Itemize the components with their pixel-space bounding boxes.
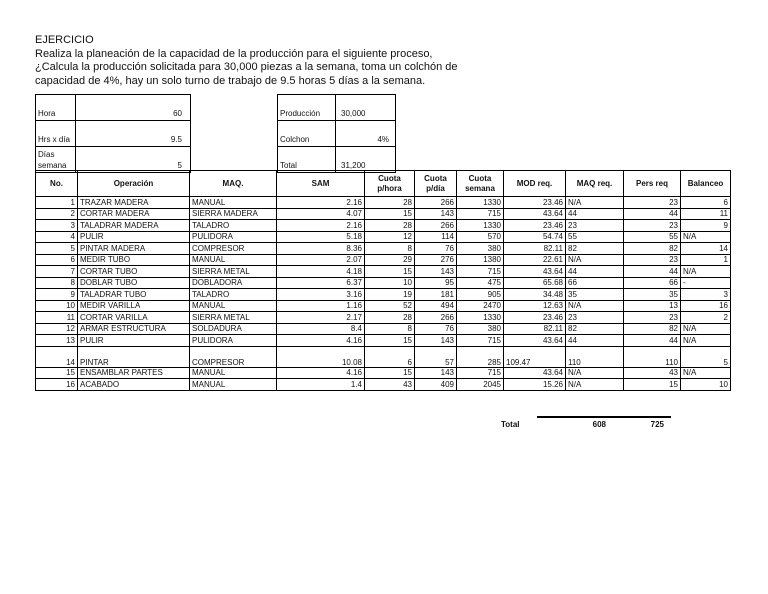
row-no-cell: 10 [36,300,78,312]
row-no-cell: 15 [36,367,78,379]
header-row [36,171,731,197]
machine-cell: MANUAL [190,367,277,379]
maq-req-cell: N/A [566,197,624,209]
exercise-text-line-2: ¿Calcula la producción solicitada para 30,000 piezas a la semana, toma un colchón de [35,61,458,73]
mod-req-cell: 23.46 [504,197,566,209]
cuota-semana-cell: 1330 [457,197,504,209]
col-header: Balanceo [681,171,731,197]
total-label: Total [501,420,520,429]
table-row [36,254,731,266]
table-row [36,231,731,243]
total-underline [537,416,671,418]
col-header: MOD req. [504,171,566,197]
total-mod: 608 [592,420,606,429]
col-header: MAQ. [190,171,277,197]
machine-cell: SIERRA METAL [190,266,277,278]
param-label: Días semana [36,147,76,173]
sam-cell: 5.18 [277,231,365,243]
pers-req-cell: 44 [624,335,681,347]
mod-req-cell: 43.64 [504,335,566,347]
cuota-semana-cell: 570 [457,231,504,243]
cuota-semana-cell: 715 [457,367,504,379]
cuota-semana-cell: 1330 [457,312,504,324]
param-row [278,121,396,147]
table-row [36,335,731,347]
mod-req-cell: 34.48 [504,289,566,301]
param-value: 9.5 [76,121,191,147]
cuota-semana-cell: 715 [457,266,504,278]
cuota-dia-cell: 143 [415,208,457,220]
sam-cell: 10.08 [277,346,365,367]
col-header: Cuota p/hora [365,171,415,197]
machine-cell: TALADRO [190,289,277,301]
balanceo-cell: 11 [681,208,731,220]
maq-req-cell: 23 [566,220,624,232]
sam-cell: 2.17 [277,312,365,324]
param-label: Colchon [278,121,336,147]
cuota-hora-cell: 12 [365,231,415,243]
pers-req-cell: 44 [624,266,681,278]
cuota-hora-cell: 28 [365,312,415,324]
row-no-cell: 5 [36,243,78,255]
mod-req-cell: 82.11 [504,243,566,255]
cuota-dia-cell: 409 [415,379,457,391]
sam-cell: 1.16 [277,300,365,312]
pers-req-cell: 15 [624,379,681,391]
cuota-semana-cell: 715 [457,208,504,220]
mod-req-cell: 15.26 [504,379,566,391]
pers-req-cell: 110 [624,346,681,367]
cuota-dia-cell: 76 [415,323,457,335]
operation-cell: PINTAR MADERA [78,243,190,255]
row-no-cell: 12 [36,323,78,335]
cuota-semana-cell: 380 [457,243,504,255]
maq-req-cell: 82 [566,323,624,335]
cuota-hora-cell: 19 [365,289,415,301]
row-no-cell: 6 [36,254,78,266]
cuota-hora-cell: 52 [365,300,415,312]
table-row [36,346,731,367]
operation-cell: TRAZAR MADERA [78,197,190,209]
balanceo-cell: N/A [681,231,731,243]
maq-req-cell: 23 [566,312,624,324]
cuota-semana-cell: 380 [457,323,504,335]
table-row [36,367,731,379]
mod-req-cell: 65.68 [504,277,566,289]
machine-cell: COMPRESOR [190,346,277,367]
operation-cell: DOBLAR TUBO [78,277,190,289]
col-header: Pers req [624,171,681,197]
operation-cell: ARMAR ESTRUCTURA [78,323,190,335]
maq-req-cell: 44 [566,208,624,220]
param-label: Hora [36,95,76,121]
balanceo-cell: - [681,277,731,289]
balanceo-cell: N/A [681,367,731,379]
balanceo-cell: 9 [681,220,731,232]
param-row [278,95,396,121]
sam-cell: 6.37 [277,277,365,289]
operation-cell: CORTAR VARILLA [78,312,190,324]
cuota-hora-cell: 28 [365,220,415,232]
pers-req-cell: 23 [624,254,681,266]
pers-req-cell: 13 [624,300,681,312]
cuota-semana-cell: 715 [457,335,504,347]
col-header: No. [36,171,78,197]
mod-req-cell: 23.46 [504,312,566,324]
param-value: 4% [336,121,396,147]
machine-cell: SIERRA MADERA [190,208,277,220]
cuota-hora-cell: 28 [365,197,415,209]
balanceo-cell: 5 [681,346,731,367]
table-row [36,243,731,255]
machine-cell: MANUAL [190,300,277,312]
sam-cell: 1.4 [277,379,365,391]
table-row [36,312,731,324]
pers-req-cell: 66 [624,277,681,289]
row-no-cell: 7 [36,266,78,278]
pers-req-cell: 23 [624,220,681,232]
mod-req-cell: 22.61 [504,254,566,266]
maq-req-cell: 82 [566,243,624,255]
balanceo-cell: N/A [681,335,731,347]
maq-req-cell: N/A [566,379,624,391]
cuota-dia-cell: 57 [415,346,457,367]
operation-cell: CORTAR MADERA [78,208,190,220]
pers-req-cell: 82 [624,243,681,255]
balanceo-cell: N/A [681,266,731,278]
row-no-cell: 3 [36,220,78,232]
cuota-hora-cell: 8 [365,243,415,255]
sam-cell: 8.36 [277,243,365,255]
mod-req-cell: 43.64 [504,208,566,220]
pers-req-cell: 44 [624,208,681,220]
pers-req-cell: 23 [624,312,681,324]
operation-cell: MEDIR VARILLA [78,300,190,312]
cuota-hora-cell: 15 [365,335,415,347]
maq-req-cell: 35 [566,289,624,301]
balanceo-cell: 2 [681,312,731,324]
balanceo-cell: 14 [681,243,731,255]
exercise-text-line-1: Realiza la planeación de la capacidad de la producción para el siguiente proceso, [35,47,433,60]
cuota-hora-cell: 29 [365,254,415,266]
mod-req-cell: 12.63 [504,300,566,312]
cuota-semana-cell: 905 [457,289,504,301]
operation-cell: PULIR [78,231,190,243]
mod-req-cell: 43.64 [504,367,566,379]
table-row [36,379,731,391]
sam-cell: 2.07 [277,254,365,266]
params-left-table [35,94,191,173]
mod-req-cell: 54.74 [504,231,566,243]
sam-cell: 4.16 [277,367,365,379]
cuota-dia-cell: 276 [415,254,457,266]
pers-req-cell: 82 [624,323,681,335]
balanceo-cell: 6 [681,197,731,209]
mod-req-cell: 23.46 [504,220,566,232]
table-row [36,266,731,278]
cuota-semana-cell: 1380 [457,254,504,266]
balanceo-cell: N/A [681,323,731,335]
maq-req-cell: N/A [566,254,624,266]
cuota-semana-cell: 285 [457,346,504,367]
maq-req-cell: N/A [566,300,624,312]
cuota-dia-cell: 143 [415,266,457,278]
pers-req-cell: 35 [624,289,681,301]
maq-req-cell: 55 [566,231,624,243]
operation-cell: TALADRAR MADERA [78,220,190,232]
row-no-cell: 16 [36,379,78,391]
operation-cell: CORTAR TUBO [78,266,190,278]
col-header: Operación [78,171,190,197]
cuota-hora-cell: 8 [365,323,415,335]
cuota-hora-cell: 10 [365,277,415,289]
cuota-dia-cell: 266 [415,312,457,324]
cuota-dia-cell: 266 [415,220,457,232]
table-row [36,300,731,312]
param-value: 5 [76,147,191,173]
row-no-cell: 8 [36,277,78,289]
operation-cell: TALADRAR TUBO [78,289,190,301]
cuota-dia-cell: 114 [415,231,457,243]
exercise-text-line-3: capacidad de 4%, hay un solo turno de trabajo de 9.5 horas 5 días a la semana. [35,74,426,87]
machine-cell: MANUAL [190,254,277,266]
cuota-semana-cell: 1330 [457,220,504,232]
maq-req-cell: 44 [566,335,624,347]
row-no-cell: 4 [36,231,78,243]
machine-cell: MANUAL [190,379,277,391]
operation-cell: PULIR [78,335,190,347]
capacity-table [35,170,731,391]
col-header: MAQ req. [566,171,624,197]
machine-cell: PULIDORA [190,231,277,243]
row-no-cell: 14 [36,346,78,367]
sam-cell: 2.16 [277,197,365,209]
machine-cell: PULIDORA [190,335,277,347]
maq-req-cell: N/A [566,367,624,379]
mod-req-cell: 43.64 [504,266,566,278]
machine-cell: COMPRESOR [190,243,277,255]
cuota-hora-cell: 15 [365,266,415,278]
cuota-dia-cell: 143 [415,335,457,347]
maq-req-cell: 44 [566,266,624,278]
row-no-cell: 9 [36,289,78,301]
operation-cell: PINTAR [78,346,190,367]
sam-cell: 3.16 [277,289,365,301]
sam-cell: 2.16 [277,220,365,232]
sam-cell: 8.4 [277,323,365,335]
param-label: Hrs x día [36,121,76,147]
row-no-cell: 11 [36,312,78,324]
operation-cell: ACABADO [78,379,190,391]
sam-cell: 4.07 [277,208,365,220]
total-pers: 725 [650,420,664,429]
cuota-hora-cell: 15 [365,367,415,379]
param-label: Total [278,147,336,173]
balanceo-cell: 16 [681,300,731,312]
exercise-title: EJERCICIO [35,34,94,46]
param-value: 30,000 [336,95,396,121]
cuota-hora-cell: 43 [365,379,415,391]
maq-req-cell: 66 [566,277,624,289]
param-row [36,95,191,121]
col-header: SAM [277,171,365,197]
balanceo-cell: 3 [681,289,731,301]
cuota-hora-cell: 6 [365,346,415,367]
table-row [36,220,731,232]
cuota-dia-cell: 76 [415,243,457,255]
operation-cell: ENSAMBLAR PARTES [78,367,190,379]
operation-cell: MEDIR TUBO [78,254,190,266]
table-row [36,277,731,289]
cuota-dia-cell: 95 [415,277,457,289]
machine-cell: SOLDADURA [190,323,277,335]
cuota-dia-cell: 181 [415,289,457,301]
table-row [36,208,731,220]
row-no-cell: 1 [36,197,78,209]
cuota-hora-cell: 15 [365,208,415,220]
maq-req-cell: 110 [566,346,624,367]
exercise-heading [35,34,495,88]
sam-cell: 4.16 [277,335,365,347]
table-row [36,289,731,301]
cuota-dia-cell: 266 [415,197,457,209]
cuota-semana-cell: 475 [457,277,504,289]
machine-cell: SIERRA METAL [190,312,277,324]
param-value: 60 [76,95,191,121]
param-value: 31,200 [336,147,396,173]
machine-cell: TALADRO [190,220,277,232]
cuota-dia-cell: 494 [415,300,457,312]
balanceo-cell: 1 [681,254,731,266]
pers-req-cell: 23 [624,197,681,209]
param-row [36,147,191,173]
table-row [36,197,731,209]
cuota-semana-cell: 2045 [457,379,504,391]
params-right-table [277,94,396,173]
sam-cell: 4.18 [277,266,365,278]
param-row [36,121,191,147]
cuota-dia-cell: 143 [415,367,457,379]
col-header: Cuota semana [457,171,504,197]
table-row [36,323,731,335]
mod-req-cell: 109.47 [504,346,566,367]
mod-req-cell: 82.11 [504,323,566,335]
col-header: Cuota p/día [415,171,457,197]
cuota-semana-cell: 2470 [457,300,504,312]
pers-req-cell: 43 [624,367,681,379]
balanceo-cell: 10 [681,379,731,391]
pers-req-cell: 55 [624,231,681,243]
row-no-cell: 2 [36,208,78,220]
param-label: Producción [278,95,336,121]
param-row [278,147,396,173]
row-no-cell: 13 [36,335,78,347]
machine-cell: DOBLADORA [190,277,277,289]
machine-cell: MANUAL [190,197,277,209]
